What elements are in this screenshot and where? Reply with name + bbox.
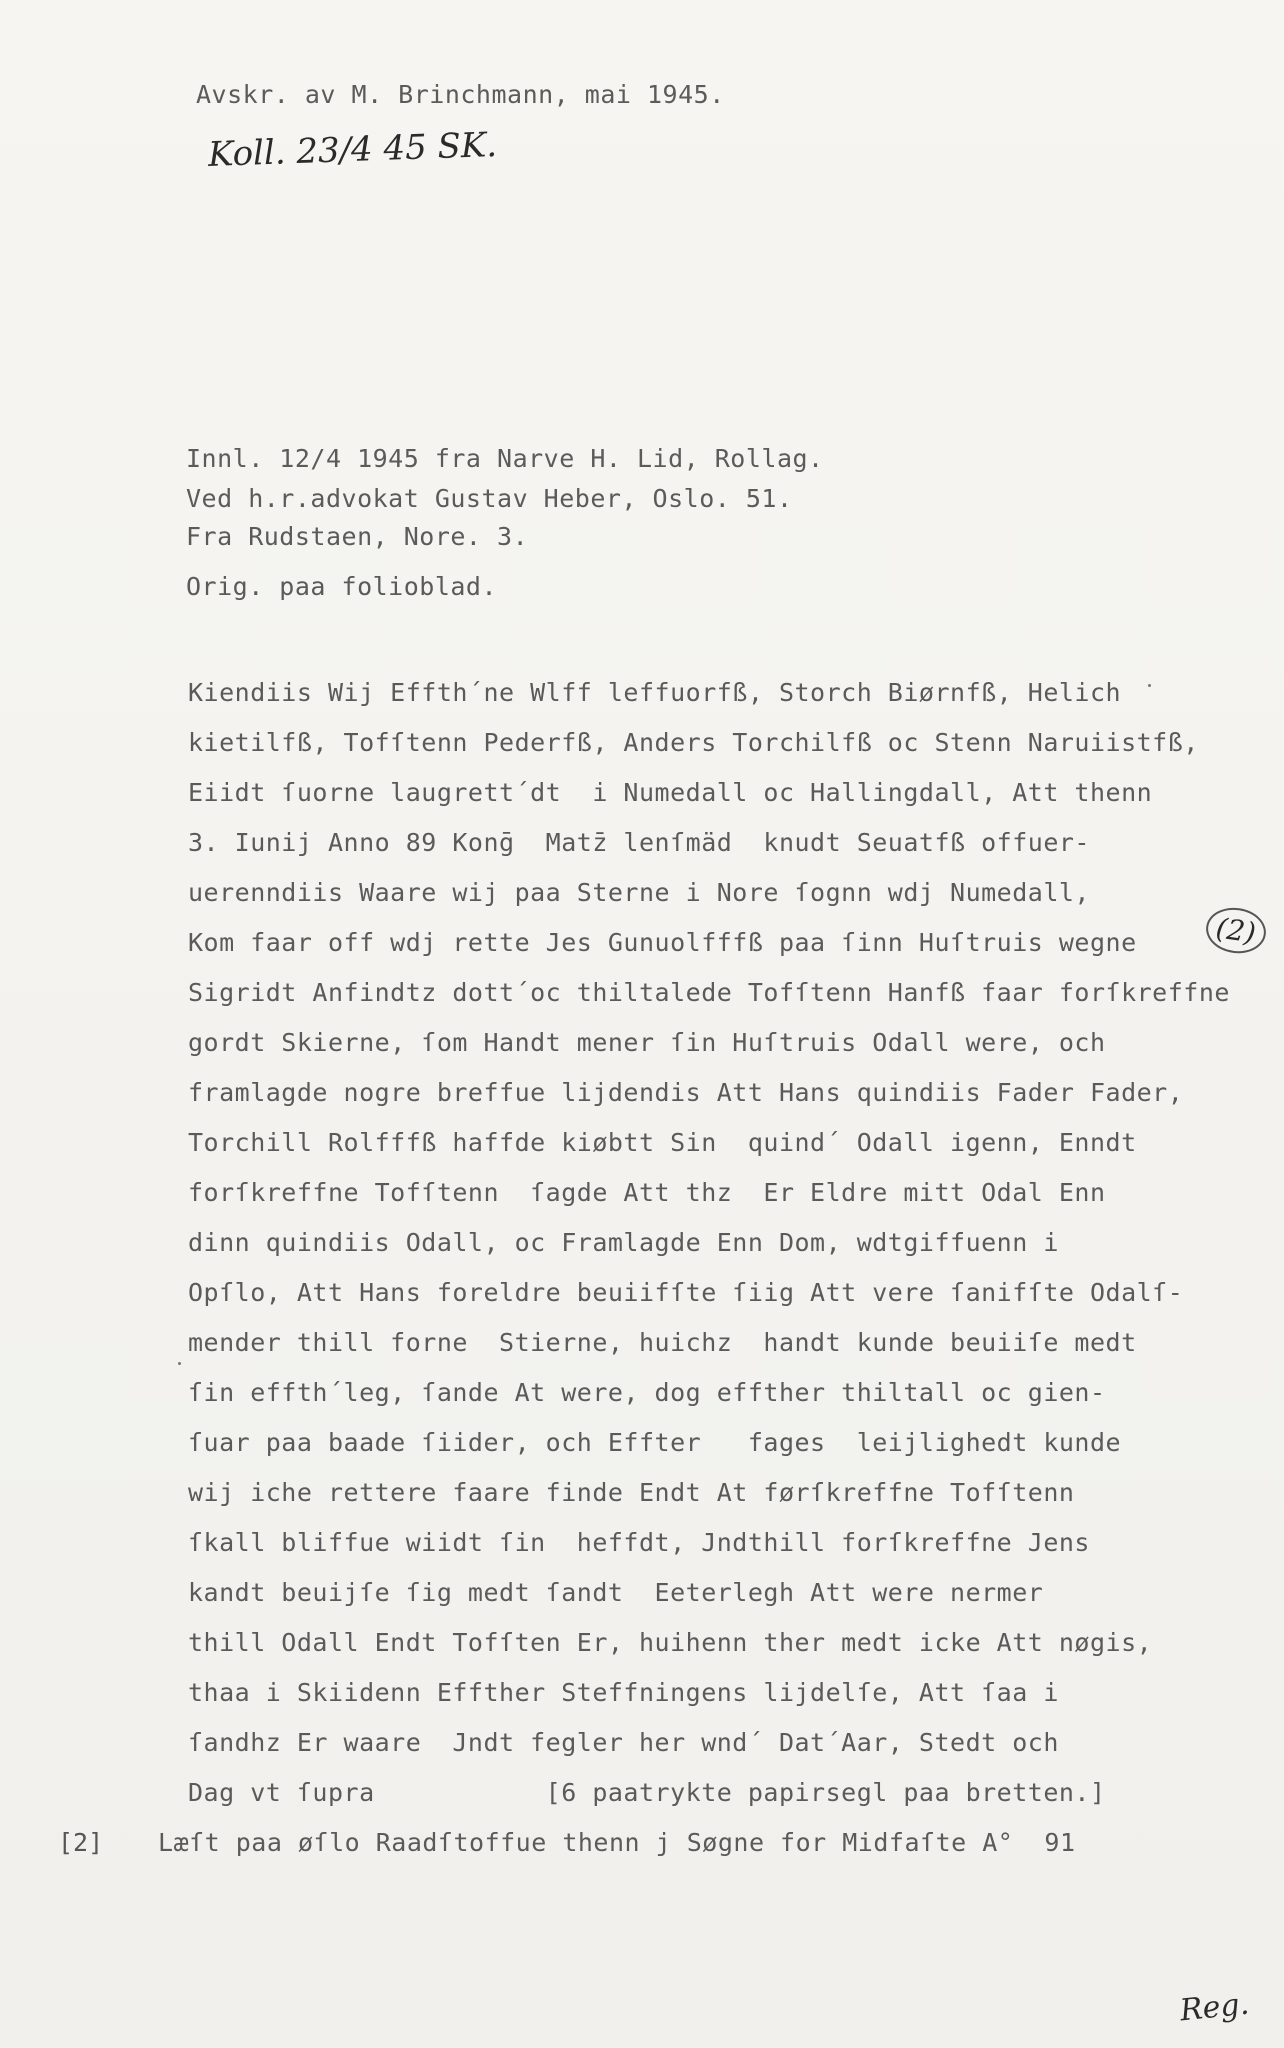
- provenance-line: Orig. paa folioblad.: [186, 572, 498, 601]
- provenance-line: Ved h.r.advokat Gustav Heber, Oslo. 51.: [186, 484, 793, 513]
- body-line: thaa i Skiidenn Effther Steffningens lijdelſe, Att ſaa i: [188, 1678, 1059, 1707]
- body-line: thill Odall Endt Tofſten Er, huihenn ther medt icke Att nøgis,: [188, 1628, 1153, 1657]
- body-line: forſkreffne Tofſtenn ſagde Att thz Er Eldre mitt Odal Enn: [188, 1178, 1106, 1207]
- registration-mark: Reg.: [1178, 1986, 1251, 2029]
- provenance-line: Innl. 12/4 1945 fra Narve H. Lid, Rollag.: [186, 444, 824, 473]
- handwritten-reference: Koll. 23/4 45 SK.: [207, 124, 498, 176]
- body-line: framlagde nogre breffue lijdendis Att Hans quindiis Fader Fader,: [188, 1078, 1184, 1107]
- body-line: Eiidt ſuorne laugrett´dt i Numedall oc Hallingdall, Att thenn: [188, 778, 1153, 807]
- body-line: Kiendiis Wij Effth´ne Wlff leffuorfß, Storch Biørnfß, Helich: [188, 678, 1122, 707]
- endorsement-line: Læſt paa øſlo Raadſtoffue thenn j Søgne for Midfaſte A° 91: [158, 1828, 1076, 1857]
- body-line: ſuar paa baade ſiider, och Effter fages leijlighedt kunde: [188, 1428, 1122, 1457]
- margin-dot: [1148, 684, 1151, 687]
- margin-dot: [178, 1362, 181, 1365]
- body-line: ſandhz Er waare Jndt fegler her wnd´ Dat´Aar, Stedt och: [188, 1728, 1059, 1757]
- body-line: mender thill forne Stierne, huichz handt kunde beuiiſe medt: [188, 1328, 1137, 1357]
- body-line: Torchill Rolfffß haffde kiøbtt Sin quind´ Odall igenn, Enndt: [188, 1128, 1137, 1157]
- provenance-line: Fra Rudstaen, Nore. 3.: [186, 522, 529, 551]
- body-line: gordt Skierne, ſom Handt mener ſin Huſtruis Odall were, och: [188, 1028, 1106, 1057]
- body-line: Dag vt ſupra [6 paatrykte papirsegl paa bretten.]: [188, 1778, 1106, 1807]
- body-line: 3. Iunij Anno 89 Konḡ Matz̄ lenſmäd knudt Seuatfß offuer-: [188, 828, 1090, 857]
- body-line: Kom faar off wdj rette Jes Gunuolfffß paa ſinn Huſtruis wegne: [188, 928, 1137, 957]
- body-line: dinn quindiis Odall, oc Framlagde Enn Dom, wdtgiffuenn i: [188, 1228, 1059, 1257]
- body-line: Opſlo, Att Hans foreldre beuiifſte ſiig Att vere ſanifſte Odalſ-: [188, 1278, 1184, 1307]
- body-line: wij iche rettere faare finde Endt At førſkreffne Tofſtenn: [188, 1478, 1075, 1507]
- margin-circled-note: (2): [1203, 904, 1268, 957]
- body-line: kietilfß, Tofſtenn Pederfß, Anders Torchilfß oc Stenn Naruiistfß,: [188, 728, 1199, 757]
- body-line: ſin effth´leg, ſande At were, dog effther thiltall oc gien-: [188, 1378, 1106, 1407]
- body-line: uerenndiis Waare wij paa Sterne i Nore ſognn wdj Numedall,: [188, 878, 1090, 907]
- body-line: kandt beuijſe ſig medt ſandt Eeterlegh Att were nermer: [188, 1578, 1044, 1607]
- page-marker: [2]: [58, 1828, 104, 1857]
- body-line: ſkall bliffue wiidt ſin heffdt, Jndthill forſkreffne Jens: [188, 1528, 1090, 1557]
- transcription-note: Avskr. av M. Brinchmann, mai 1945.: [196, 80, 725, 109]
- body-line: Sigridt Anfindtz dott´oc thiltalede Tofſtenn Hanfß faar forſkreffne: [188, 978, 1230, 1007]
